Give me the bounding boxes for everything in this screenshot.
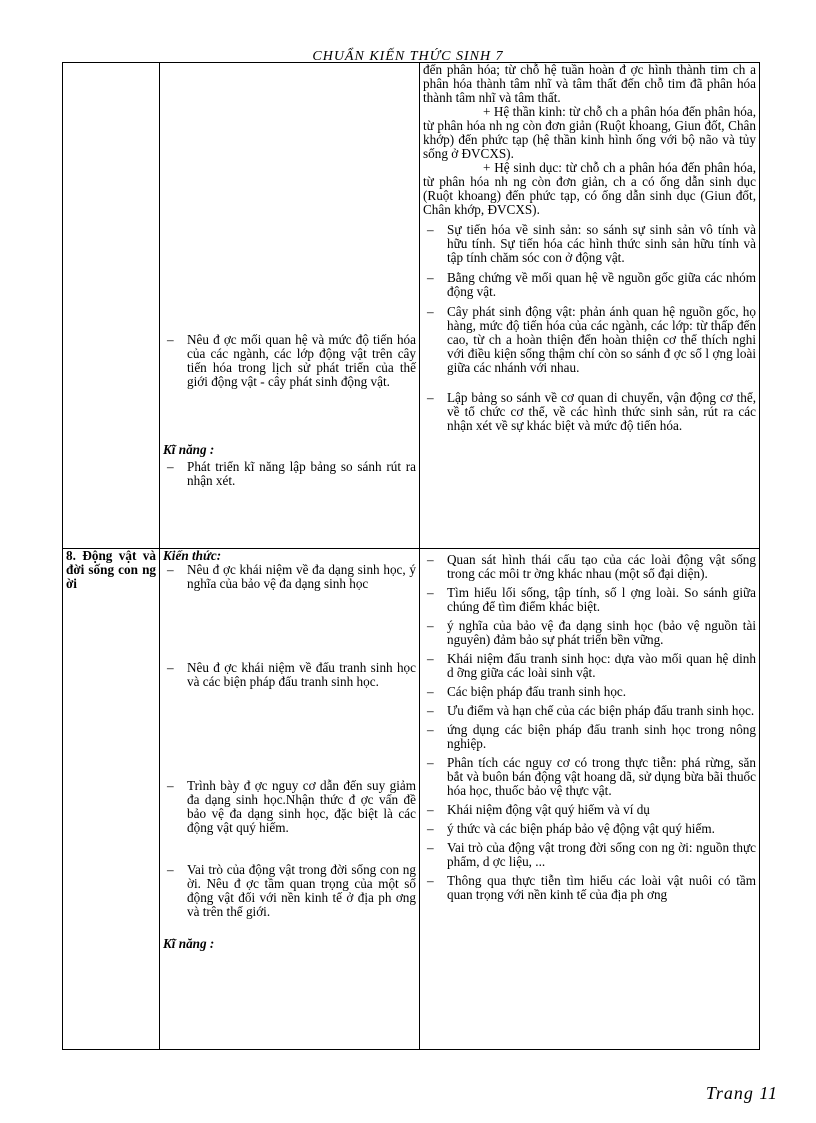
- requirement-text: Nêu đ ợc mối quan hệ và mức độ tiến hóa của các ngành, các lớp động vật trên cây tiến hóa trong lịch sử phát triển của thế giới động vật - cây phát sinh động vật.: [187, 332, 416, 389]
- requirement-text: Nêu đ ợc khái niệm về đa dạng sinh học, ý nghĩa của bảo vệ đa dạng sinh học: [187, 562, 416, 591]
- note-item: – Quan sát hình thái cấu tạo của các loài động vật sống trong các môi tr ờng khác nhau (một số đại diện).: [427, 552, 756, 581]
- notes-cell: [420, 549, 760, 1050]
- note-paragraph: + Hệ sinh dục: từ chỗ ch a phân hóa đến phân hóa, từ phân hóa nh ng còn đơn giản, ch a có ống dẫn sinh dục (Ruột khoang) đến phức tạp, có ống dẫn sinh dục (Giun đốt, Chân khớp, ĐVCXS).: [423, 160, 756, 217]
- note-item: – Bằng chứng về mối quan hệ về nguồn gốc giữa các nhóm động vật.: [427, 270, 756, 299]
- topic-title: 8. Động vật và đời sống con ng ời: [66, 548, 156, 591]
- topic-cell: [63, 549, 160, 1050]
- note-text: ứng dụng các biện pháp đấu tranh sinh học trong nông nghiệp.: [447, 722, 756, 751]
- note-item: – ý nghĩa của bảo vệ đa dạng sinh học (bảo vệ nguồn tài nguyên) đảm bảo sự phát triển bền vững.: [427, 618, 756, 647]
- note-item: – Lập bảng so sánh về cơ quan di chuyển, vận động cơ thể, về tổ chức cơ thể, về các hình thức sinh sản, rút ra các nhận xét về sự khác biệt và mức độ tiến hóa.: [427, 390, 756, 433]
- skill-label: Kĩ năng :: [163, 442, 215, 457]
- requirement-item: – Nêu đ ợc khái niệm về đa dạng sinh học, ý nghĩa của bảo vệ đa dạng sinh học: [167, 562, 416, 591]
- note-text: Khái niệm động vật quý hiếm và ví dụ: [447, 802, 650, 817]
- note-item: – ứng dụng các biện pháp đấu tranh sinh học trong nông nghiệp.: [427, 722, 756, 751]
- requirements-cell: [160, 63, 420, 549]
- note-item: – Khái niệm đấu tranh sinh học: dựa vào mối quan hệ dinh d ỡng giữa các loài sinh vật.: [427, 651, 756, 680]
- note-text: Các biện pháp đấu tranh sinh học.: [447, 684, 627, 699]
- note-text: Bằng chứng về mối quan hệ về nguồn gốc giữa các nhóm động vật.: [447, 270, 756, 299]
- requirement-text: Nêu đ ợc khái niệm về đấu tranh sinh học và các biện pháp đấu tranh sinh học.: [187, 660, 416, 689]
- note-text: Khái niệm đấu tranh sinh học: dựa vào mối quan hệ dinh d ỡng giữa các loài sinh vật.: [447, 651, 756, 680]
- note-text: ý thức và các biện pháp bảo vệ động vật quý hiếm.: [447, 821, 715, 836]
- note-paragraph: đến phân hóa; từ chỗ hệ tuần hoàn đ ợc hình thành tim ch a phân hóa thành tâm nhĩ và tâm thất đến chỗ tim đã phân hóa thành tâm nhĩ và tâm thất.: [423, 62, 756, 105]
- note-text: Ưu điểm và hạn chế của các biện pháp đấu tranh sinh học.: [447, 703, 755, 718]
- note-text: Lập bảng so sánh về cơ quan di chuyển, vận động cơ thể, về tổ chức cơ thể, về các hình thức sinh sản, rút ra các nhận xét về sự khác biệt và mức độ tiến hóa.: [447, 390, 756, 433]
- note-text: Cây phát sinh động vật: phản ánh quan hệ nguồn gốc, họ hàng, mức độ tiến hóa của các ngành, các lớp: từ thấp đến cao, từ ch a hoàn thiện đến hoàn thiện cơ thể thích nghi với điều kiện sống thậm chí còn so sánh đ ợc số l ợng loài giữa các nhánh với nhau.: [447, 304, 756, 375]
- requirement-item: – Nêu đ ợc khái niệm về đấu tranh sinh học và các biện pháp đấu tranh sinh học.: [167, 660, 416, 689]
- note-text: Phân tích các nguy cơ có trong thực tiễn: phá rừng, săn bắt và buôn bán động vật hoang dã, sử dụng bừa bãi thuốc hóa học, thuốc bảo vệ thực vật.: [447, 755, 756, 798]
- document-header: CHUẨN KIẾN THỨC SINH 7: [312, 49, 504, 64]
- requirement-text: Vai trò của động vật trong đời sống con ng ời. Nêu đ ợc tầm quan trọng của một số động vật đối với nền kinh tế ở địa ph ơng và trên thế giới.: [187, 862, 416, 919]
- page-number: Trang 11: [705, 1083, 778, 1103]
- requirements-cell: [160, 549, 420, 1050]
- topic-cell-empty: [63, 63, 160, 549]
- note-item: – Các biện pháp đấu tranh sinh học.: [427, 684, 627, 699]
- note-text: ý nghĩa của bảo vệ đa dạng sinh học (bảo vệ nguồn tài nguyên) đảm bảo sự phát triển bền vững.: [447, 618, 756, 647]
- note-item: – ý thức và các biện pháp bảo vệ động vật quý hiếm.: [427, 821, 715, 836]
- note-text: Thông qua thực tiễn tìm hiểu các loài vật nuôi có tầm quan trọng với nền kinh tế của địa ph ơng: [447, 873, 756, 902]
- skill-label: Kĩ năng :: [163, 936, 215, 951]
- table-row-animals-and-human-life: [63, 549, 760, 1050]
- table-row-evolution: [63, 63, 760, 549]
- note-item: – Phân tích các nguy cơ có trong thực tiễn: phá rừng, săn bắt và buôn bán động vật hoang dã, sử dụng bừa bãi thuốc hóa học, thuốc bảo vệ thực vật.: [427, 755, 756, 798]
- note-item: – Thông qua thực tiễn tìm hiểu các loài vật nuôi có tầm quan trọng với nền kinh tế của địa ph ơng: [427, 873, 756, 902]
- standards-table: [62, 62, 760, 1050]
- knowledge-label: Kiến thức:: [163, 548, 222, 563]
- note-item: – Cây phát sinh động vật: phản ánh quan hệ nguồn gốc, họ hàng, mức độ tiến hóa của các ngành, các lớp: từ thấp đến cao, từ ch a hoàn thiện đến hoàn thiện cơ thể thích nghi với điều kiện sống thậm chí còn so sánh đ ợc số l ợng loài giữa các nhánh với nhau.: [427, 304, 756, 375]
- note-item: – Tìm hiểu lối sống, tập tính, số l ợng loài. So sánh giữa chúng để tìm điểm khác biệt.: [427, 585, 756, 614]
- note-text: Vai trò của động vật trong đời sống con ng ời: nguồn thực phẩm, d ợc liệu, ...: [447, 840, 756, 869]
- requirement-item: – Trình bày đ ợc nguy cơ dẫn đến suy giảm đa dạng sinh học.Nhận thức đ ợc vấn đề bảo vệ đa dạng sinh học, đặc biệt là các động vật quý hiếm.: [167, 778, 416, 835]
- note-paragraph: + Hệ thần kinh: từ chỗ ch a phân hóa đến phân hóa, từ phân hóa nh ng còn đơn giản (Ruột khoang, Giun đốt, Chân khớp) đến phức tạp (hệ thần kinh hình ống với bộ não và tủy sống ở ĐVCXS).: [423, 104, 756, 161]
- note-text: Quan sát hình thái cấu tạo của các loài động vật sống trong các môi tr ờng khác nhau (một số đại diện).: [447, 552, 756, 581]
- requirement-item: – Phát triển kĩ năng lập bảng so sánh rút ra nhận xét.: [167, 459, 416, 488]
- note-item: – Sự tiến hóa về sinh sản: so sánh sự sinh sản vô tính và hữu tính. Sự tiến hóa các hình thức sinh sản hữu tính và tập tính chăm sóc con ở động vật.: [427, 222, 756, 265]
- requirement-item: – Vai trò của động vật trong đời sống con ng ời. Nêu đ ợc tầm quan trọng của một số động vật đối với nền kinh tế ở địa ph ơng và trên thế giới.: [167, 862, 416, 919]
- note-item: – Khái niệm động vật quý hiếm và ví dụ: [427, 802, 650, 817]
- note-item: – Ưu điểm và hạn chế của các biện pháp đấu tranh sinh học.: [427, 703, 755, 718]
- note-text: Tìm hiểu lối sống, tập tính, số l ợng loài. So sánh giữa chúng để tìm điểm khác biệt.: [447, 585, 756, 614]
- note-item: – Vai trò của động vật trong đời sống con ng ời: nguồn thực phẩm, d ợc liệu, ...: [427, 840, 756, 869]
- note-text: Sự tiến hóa về sinh sản: so sánh sự sinh sản vô tính và hữu tính. Sự tiến hóa các hình thức sinh sản hữu tính và tập tính chăm sóc con ở động vật.: [447, 222, 756, 265]
- requirement-text: Trình bày đ ợc nguy cơ dẫn đến suy giảm đa dạng sinh học.Nhận thức đ ợc vấn đề bảo vệ đa dạng sinh học, đặc biệt là các động vật quý hiếm.: [187, 778, 416, 835]
- requirement-text: Phát triển kĩ năng lập bảng so sánh rút ra nhận xét.: [187, 459, 416, 488]
- requirement-item: – Nêu đ ợc mối quan hệ và mức độ tiến hóa của các ngành, các lớp động vật trên cây tiến hóa trong lịch sử phát triển của thế giới động vật - cây phát sinh động vật.: [167, 332, 416, 389]
- notes-cell: [420, 63, 760, 549]
